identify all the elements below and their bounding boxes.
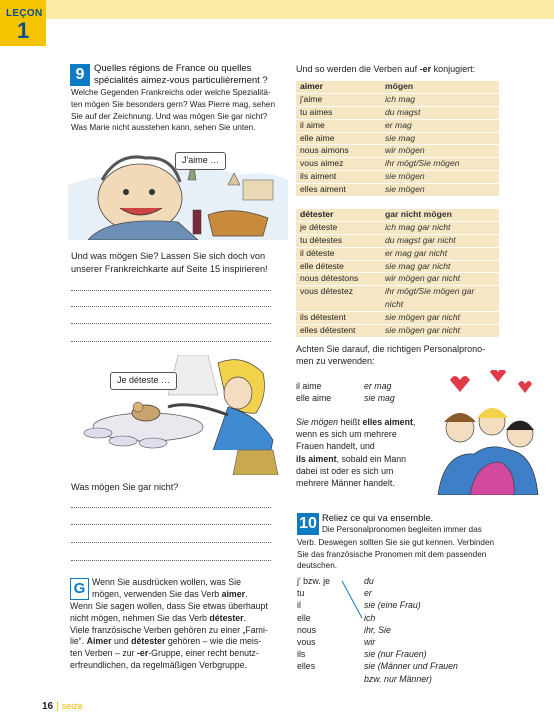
list-item[interactable]: er	[364, 588, 372, 599]
grammar-g-head: Wenn Sie ausdrücken wollen, was Sie mögen, verwenden Sie das Verb aimer.	[92, 577, 248, 599]
conjugation-intro: Und so werden die Verben auf -er konjugiert:	[296, 64, 476, 74]
list-item[interactable]: elle	[297, 612, 311, 623]
list-item[interactable]: sie (nur Frauen)	[364, 649, 427, 660]
list-item[interactable]: il	[297, 600, 301, 611]
exercise-10-number: 10	[297, 513, 319, 535]
aimer-table	[296, 81, 499, 197]
answer-line-like-3[interactable]	[71, 323, 271, 324]
lesson-tab	[0, 0, 46, 46]
page-footer	[42, 700, 83, 713]
pronoun-pairs	[296, 381, 395, 404]
answer-line-dislike-2[interactable]	[71, 524, 271, 525]
list-item[interactable]: bzw. nur Männer)	[364, 673, 432, 684]
exercise-9-number: 9	[70, 64, 90, 86]
list-item[interactable]: j' bzw. je	[297, 576, 330, 586]
list-item[interactable]: sie (eine Frau)	[364, 600, 421, 611]
prompt-like: Und was mögen Sie? Lassen Sie sich doch von unserer Frankreichkarte auf Seite 15 inspirieren!	[71, 251, 268, 274]
exercise-10-body-first: Die Personalpronomen begleiten immer das	[322, 525, 482, 534]
table-row: nous détestons wir mögen gar nicht	[296, 273, 499, 286]
grammar-g-body: Wenn Sie sagen wollen, dass Sie etwas überhaupt nicht mögen, nehmen Sie das Verb détester. Viele französische Verben gehören zu einer „Fami- lie“. Aimer und détester gehören – wie die meis- ten Verben – zur -er-Gruppe, einer recht benutz- erfreundlichen, da regelmäßigen Verbgruppe.	[70, 601, 268, 670]
table-row: tu détestes du magst gar nicht	[296, 235, 499, 248]
list-item[interactable]: ich	[364, 612, 376, 623]
list-item[interactable]: sie (Männer und Frauen	[364, 661, 458, 672]
table-row: il déteste er mag gar nicht	[296, 248, 499, 261]
answer-line-like-4[interactable]	[71, 341, 271, 342]
footer-divider: |	[56, 701, 59, 712]
speech-bubble-like: J'aime …	[175, 152, 226, 170]
exercise-10-title: Reliez ce qui va ensemble.	[322, 513, 434, 523]
table-row: je déteste ich mag gar nicht	[296, 222, 499, 235]
page-number: 16	[42, 701, 54, 712]
german-pronoun-list	[364, 575, 504, 685]
exercise-9-title: Quelles régions de France ou quelles spécialités aimez-vous particulièrement ?	[94, 63, 268, 86]
pronoun-note: Sie mögen heißt elles aiment, wenn es sich um mehrere Frauen handelt, und ils aiment, sobald ein Mann dabei ist oder es sich um mehrere Männer handelt.	[296, 417, 416, 489]
pronoun-pair: il aime er mag	[296, 381, 392, 391]
answer-line-dislike-3[interactable]	[71, 542, 271, 543]
list-item[interactable]: elles	[297, 661, 316, 672]
list-item[interactable]: nous	[297, 624, 317, 635]
prompt-dislike: Was mögen Sie gar nicht?	[71, 482, 179, 492]
table-row: nous aimons wir mögen	[296, 145, 499, 158]
list-item[interactable]: tu	[297, 588, 305, 599]
table-row: tu aimes du magst	[296, 107, 499, 120]
pronoun-attention: Achten Sie darauf, die richtigen Personalprono- men zu verwenden:	[296, 344, 486, 366]
lesson-label: LEÇON	[6, 8, 43, 19]
detester-table-header: détester gar nicht mögen	[296, 209, 499, 222]
table-row: elle aime sie mag	[296, 133, 499, 146]
answer-line-dislike-4[interactable]	[71, 560, 271, 561]
grammar-g-marker: G	[70, 578, 89, 600]
speech-bubble-dislike: Je déteste …	[110, 372, 177, 390]
table-row: vous aimez ihr mögt/Sie mögen	[296, 158, 499, 171]
detester-table	[296, 209, 499, 338]
table-row: elles détestent sie mögen gar nicht	[296, 325, 499, 338]
table-row: il aime er mag	[296, 120, 499, 133]
list-item[interactable]: ils	[297, 649, 306, 660]
table-row: elles aiment sie mögen	[296, 184, 499, 197]
table-row: elle déteste sie mag gar nicht	[296, 261, 499, 274]
answer-line-like-1[interactable]	[71, 290, 271, 291]
table-row: j'aime ich mag	[296, 94, 499, 107]
table-row: nicht	[296, 299, 499, 312]
marie-illustration	[68, 355, 288, 475]
header-band	[46, 0, 554, 19]
list-item[interactable]: wir	[364, 637, 376, 648]
aimer-table-header: aimer mögen	[296, 81, 499, 94]
table-row: ils détestent sie mögen gar nicht	[296, 312, 499, 325]
pronoun-pair: elle aime sie mag	[296, 392, 395, 403]
answer-line-like-2[interactable]	[71, 306, 271, 307]
lesson-number: 1	[17, 18, 30, 43]
list-item[interactable]: du	[364, 576, 374, 586]
answer-line-dislike-1[interactable]	[71, 507, 271, 508]
table-row: ils aiment sie mögen	[296, 171, 499, 184]
exercise-10-body: Verb. Deswegen sollten Sie sie gut kennen. Verbinden Sie das französische Pronomen mit dem passenden deutschen.	[297, 538, 495, 571]
table-row: vous détestez ihr mögt/Sie mögen gar	[300, 286, 475, 297]
page-word: seize	[61, 701, 83, 711]
friends-hearts-illustration	[430, 370, 540, 495]
exercise-9-instructions: Welche Gegenden Frankreichs oder welche Spezialitä- ten mögen Sie besonders gern? Was Pierre mag, sehen Sie auf der Zeichnung. Und was mögen Sie gar nicht? Was Marie nicht ausstehen kann, sehen Sie unten.	[71, 88, 276, 133]
list-item[interactable]: vous	[297, 637, 316, 648]
list-item[interactable]: ihr, Sie	[364, 624, 391, 635]
